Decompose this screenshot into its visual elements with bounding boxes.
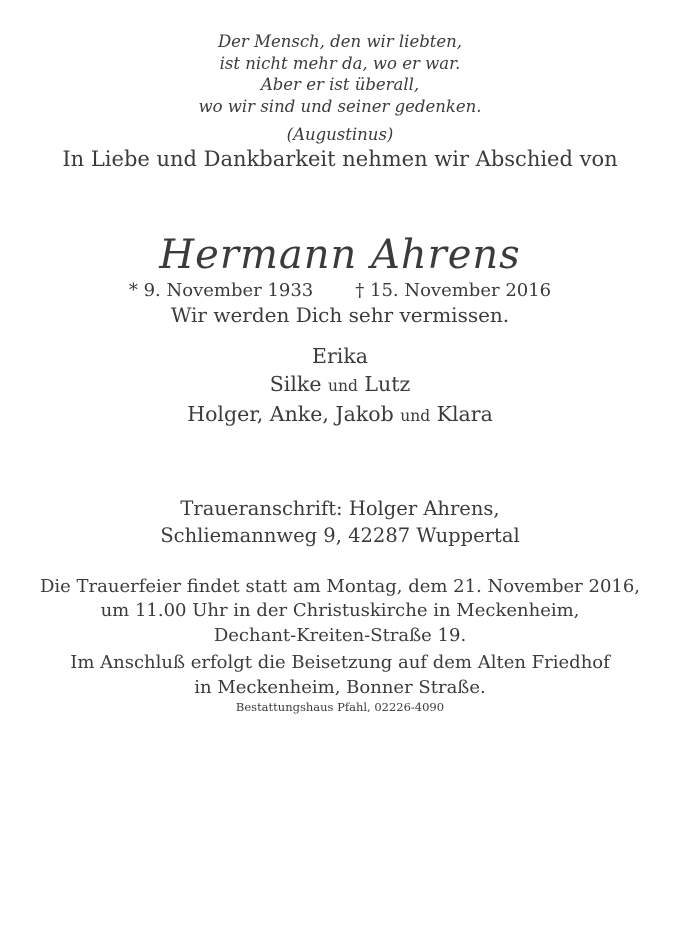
burial-line-2: in Meckenheim, Bonner Straße. xyxy=(194,676,486,698)
farewell-line: Wir werden Dich sehr vermissen. xyxy=(170,302,510,327)
quote-line-3: Aber er ist überall, xyxy=(260,75,420,94)
mourner-line-1 xyxy=(0,342,680,370)
death-date: † 15. November 2016 xyxy=(355,279,552,301)
service-line-3: Dechant-Kreiten-Straße 19. xyxy=(213,624,467,646)
mourner-names: Klara xyxy=(436,401,493,426)
mourner-connector: und xyxy=(400,406,431,425)
deceased-name: Hermann Ahrens xyxy=(159,231,521,278)
burial-details xyxy=(0,651,680,700)
mourner-names: Lutz xyxy=(364,371,411,396)
quote-line-2: ist nicht mehr da, wo er war. xyxy=(219,53,461,73)
quote-block xyxy=(0,31,680,146)
mourner-names: Erika xyxy=(312,343,368,368)
service-details xyxy=(0,575,680,649)
mourners-list xyxy=(0,342,680,430)
quote-attribution: (Augustinus) xyxy=(286,125,394,144)
mourner-names: Silke xyxy=(269,371,322,396)
intro-line: In Liebe und Dankbarkeit nehmen wir Abschied von xyxy=(62,146,618,171)
quote-line-4: wo wir sind und seiner gedenken. xyxy=(198,96,482,116)
life-dates xyxy=(0,279,680,303)
mourner-line-2 xyxy=(0,370,680,400)
birth-date: * 9. November 1933 xyxy=(128,279,314,301)
service-line-2: um 11.00 Uhr in der Christuskirche in Meckenheim, xyxy=(100,600,580,621)
mourner-line-3 xyxy=(0,400,680,430)
mourner-names: Holger, Anke, Jakob xyxy=(187,401,394,426)
burial-line-1: Im Anschluß erfolgt die Beisetzung auf dem Alten Friedhof xyxy=(70,652,610,673)
condolence-address xyxy=(0,495,680,549)
condolence-address-line-1: Traueranschrift: Holger Ahrens, xyxy=(180,496,500,520)
condolence-address-line-2: Schliemannweg 9, 42287 Wuppertal xyxy=(160,523,520,547)
service-line-1: Die Trauerfeier findet statt am Montag, dem 21. November 2016, xyxy=(39,575,641,597)
mourner-connector: und xyxy=(327,376,358,395)
funeral-home-footer: Bestattungshaus Pfahl, 02226-4090 xyxy=(235,700,445,714)
quote-line-1: Der Mensch, den wir liebten, xyxy=(217,32,463,51)
